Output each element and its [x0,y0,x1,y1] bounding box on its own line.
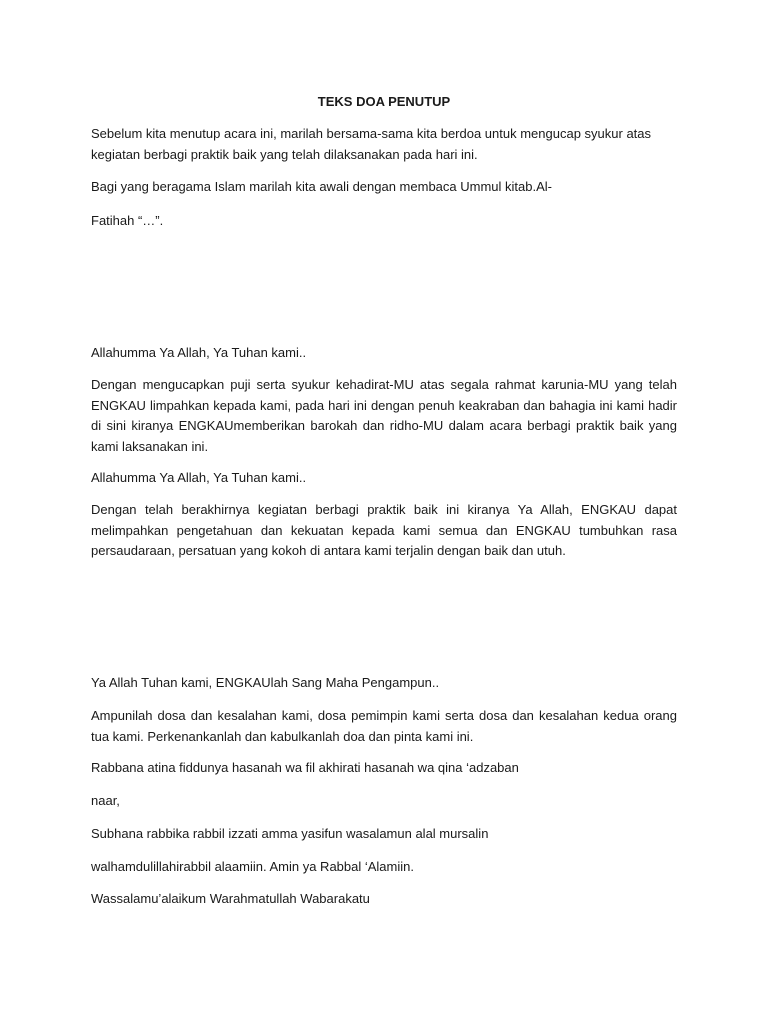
paragraph-subhana: Subhana rabbika rabbil izzati amma yasifun wasalamun alal mursalin [91,826,489,841]
paragraph-allahumma-2: Allahumma Ya Allah, Ya Tuhan kami.. [91,470,307,485]
paragraph-pengampun: Ya Allah Tuhan kami, ENGKAUlah Sang Maha Pengampun.. [91,675,440,690]
paragraph-forgiveness: Ampunilah dosa dan kesalahan kami, dosa pemimpin kami serta dosa dan kesalahan kedua orang tua kami. Perkenankanlah dan kabulkanlah doa dan pinta kami ini. [91,708,677,744]
paragraph-naar: naar, [91,793,120,808]
paragraph-fatihah: Fatihah “…”. [91,213,164,228]
document-title: TEKS DOA PENUTUP [317,94,451,109]
paragraph-rabbana: Rabbana atina fiddunya hasanah wa fil akhirati hasanah wa qina ‘adzaban [91,760,519,775]
paragraph-salam: Wassalamu’alaikum Warahmatullah Wabarakatu [91,891,370,906]
paragraph-closing-activity: Dengan telah berakhirnya kegiatan berbagi praktik baik ini kiranya Ya Allah, ENGKAU dapat melimpahkan pengetahuan dan kekuatan kepada kami semua dan ENGKAU tumbuhkan rasa persaudaraan, persatuan yang kokoh di antara kami terjalin dengan baik dan utuh. [91,502,677,558]
paragraph-allahumma-1: Allahumma Ya Allah, Ya Tuhan kami.. [91,345,307,360]
paragraph-opening: Sebelum kita menutup acara ini, marilah bersama-sama kita berdoa untuk mengucap syukur atas kegiatan berbagi praktik baik yang telah dilaksanakan pada hari ini. [91,126,652,162]
paragraph-alhamdulillah: walhamdulillahirabbil alaamiin. Amin ya Rabbal ‘Alamiin. [91,859,414,874]
paragraph-invitation: Bagi yang beragama Islam marilah kita awali dengan membaca Ummul kitab.Al- [91,179,552,194]
paragraph-gratitude: Dengan mengucapkan puji serta syukur kehadirat-MU atas segala rahmat karunia-MU yang telah ENGKAU limpahkan kepada kami, pada hari ini dengan penuh keakraban dan bahagia ini kami hadir di sini kiranya ENGKAUmemberikan barokah dan ridho-MU dalam acara berbagi praktik baik yang kami laksanakan ini. [91,377,677,454]
